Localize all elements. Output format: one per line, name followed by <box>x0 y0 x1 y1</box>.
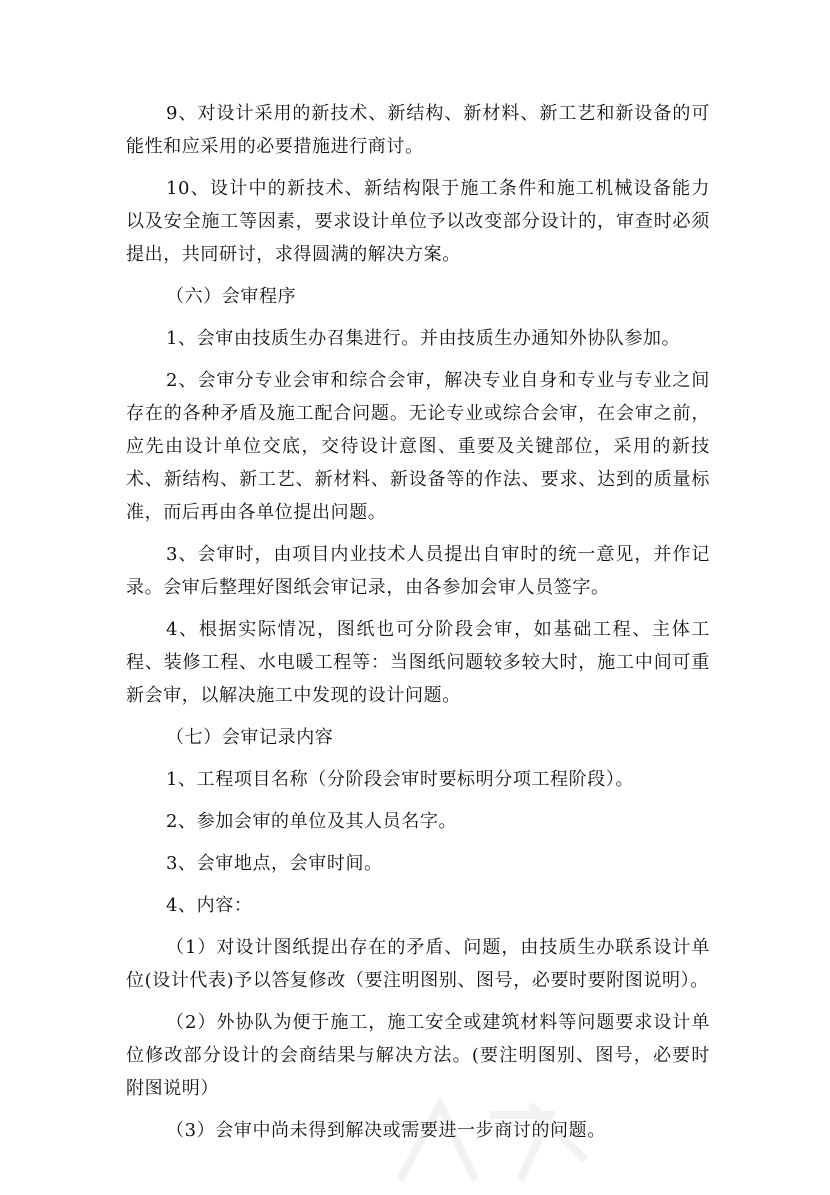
content-subitem-1: （1）对设计图纸提出存在的矛盾、问题，由技质生办联系设计单位(设计代表)予以答复修改（要注明图别、图号，必要时要附图说明）。 <box>126 937 710 991</box>
procedure-item-4: 4、根据实际情况，图纸也可分阶段会审，如基础工程、主体工程、装修工程、水电暖工程等：当图纸问题较多较大时，施工中间可重新会审，以解决施工中发现的设计问题。 <box>126 619 710 706</box>
paragraph-10: 10、设计中的新技术、新结构限于施工条件和施工机械设备能力以及安全施工等因素，要求设计单位予以改变部分设计的，审查时必须提出，共同研讨，求得圆满的解决方案。 <box>126 178 710 265</box>
content-subitem-3: （3）会审中尚未得到解决或需要进一步商讨的问题。 <box>166 1120 606 1141</box>
record-item-3: 3、会审地点，会审时间。 <box>166 853 383 874</box>
paragraph-9: 9、对设计采用的新技术、新结构、新材料、新工艺和新设备的可能性和应采用的必要措施进行商讨。 <box>126 103 710 157</box>
section-heading-6: （六）会审程序 <box>166 286 297 307</box>
record-item-1: 1、工程项目名称（分阶段会审时要标明分项工程阶段）。 <box>166 769 635 790</box>
section-heading-7: （七）会审记录内容 <box>166 727 334 748</box>
procedure-item-3: 3、会审时，由项目内业技术人员提出自审时的统一意见，并作记录。会审后整理好图纸会审记录，由各参加会审人员签字。 <box>126 544 710 598</box>
content-subitem-2: （2）外协队为便于施工，施工安全或建筑材料等问题要求设计单位修改部分设计的会商结果与解决方法。(要注明图别、图号，必要时附图说明） <box>126 1012 710 1099</box>
procedure-item-2: 2、会审分专业会审和综合会审，解决专业自身和专业与专业之间存在的各种矛盾及施工配合问题。无论专业或综合会审，在会审之前，应先由设计单位交底，交待设计意图、重要及关键部位，采用的新技术、新结构、新工艺、新材料、新设备等的作法、要求、达到的质量标准，而后再由各单位提出问题。 <box>126 370 710 523</box>
record-item-4: 4、内容： <box>166 895 253 916</box>
document-body <box>126 97 710 1156</box>
record-item-2: 2、参加会审的单位及其人员名字。 <box>166 811 458 832</box>
procedure-item-1: 1、会审由技质生办召集进行。并由技质生办通知外协队参加。 <box>166 328 681 349</box>
